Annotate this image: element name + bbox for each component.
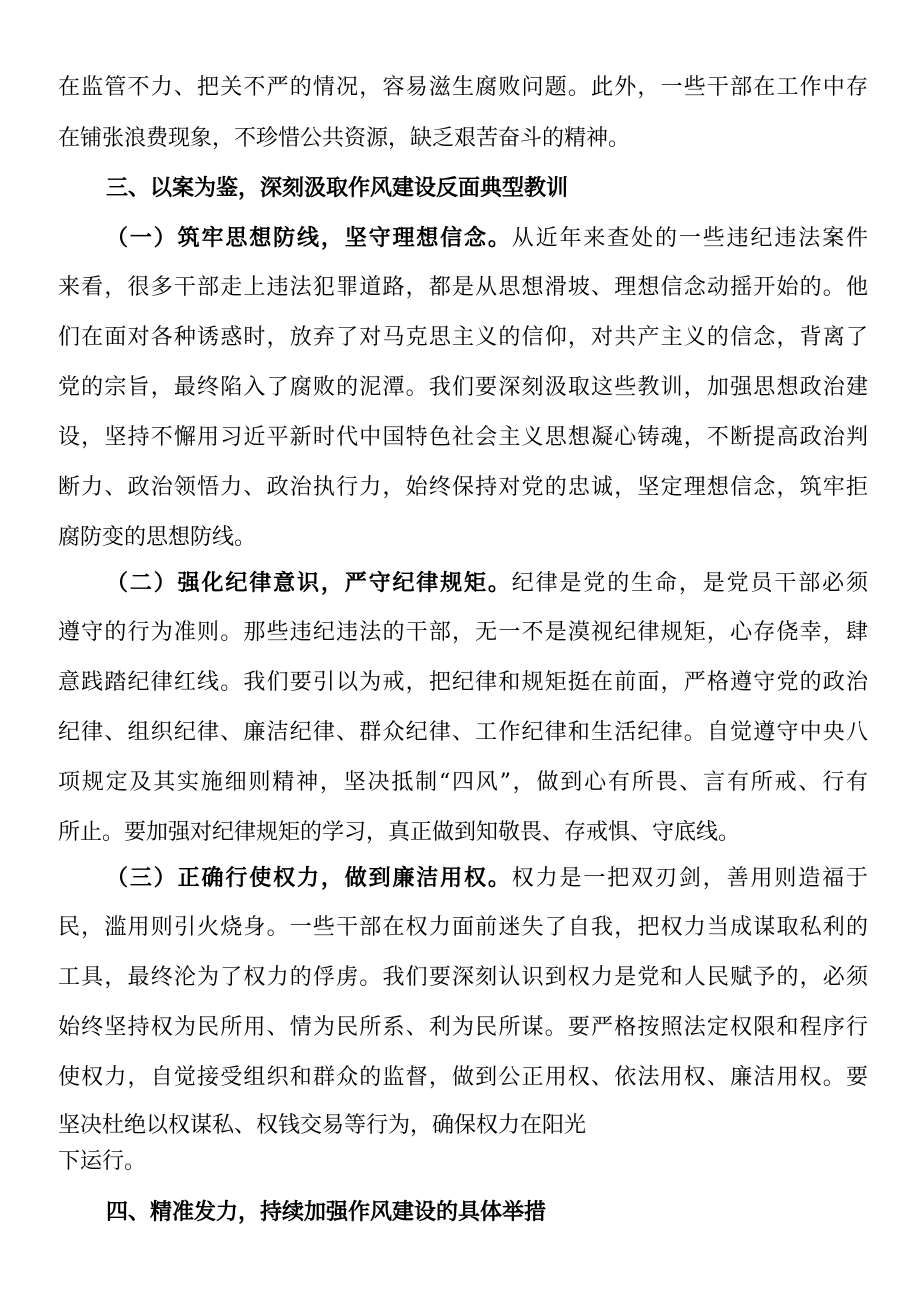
section-heading-3: 三、以案为鉴，深刻汲取作风建设反面典型教训 [106,175,569,201]
paragraph-line: 意践踏纪律红线。我们要引以为戒，把纪律和规矩挺在前面，严格遵守党的政治 [58,670,868,695]
section-heading-4: 四、精准发力，持续加强作风建设的具体举措 [106,1199,547,1225]
item-1-first-line-rest: 从近年来查处的一些违纪违法案件 [511,226,868,251]
paragraph-line: 在监管不力、把关不严的情况，容易滋生腐败问题。此外，一些干部在工作中存 [58,75,868,100]
paragraph-line: 遵守的行为准则。那些违纪违法的干部，无一不是漠视纪律规矩，心存侥幸，肆 [58,620,868,645]
item-2-first-line [106,568,868,598]
paragraph-line: 民，滥用则引火烧身。一些干部在权力面前迷失了自我，把权力当成谋取私利的 [58,915,868,940]
item-2-first-line-rest: 纪律是党的生命，是党员干部必须 [511,571,868,596]
paragraph-line: 设，坚持不懈用习近平新时代中国特色社会主义思想凝心铸魂，不断提高政治判 [58,425,868,450]
paragraph-line: 下运行。 [58,1149,147,1174]
paragraph-line: 使权力，自觉接受组织和群众的监督，做到公正用权、依法用权、廉洁用权。要 [58,1065,868,1090]
item-3-first-line-rest: 权力是一把双刃剑，善用则造福于 [511,866,868,891]
item-3-lead: （三）正确行使权力，做到廉洁用权。 [106,865,512,891]
item-3-first-line [106,863,868,893]
paragraph-line: 们在面对各种诱惑时，放弃了对马克思主义的信仰，对共产主义的信念，背离了 [58,325,868,350]
paragraph-line: 工具，最终沦为了权力的俘虏。我们要深刻认识到权力是党和人民赋予的，必须 [58,965,868,990]
paragraph-line: 断力、政治领悟力、政治执行力，始终保持对党的忠诚，坚定理想信念，筑牢拒 [58,475,868,500]
paragraph-line: 来看，很多干部走上违法犯罪道路，都是从思想滑坡、理想信念动摇开始的。他 [58,275,868,300]
paragraph-line: 在铺张浪费现象，不珍惜公共资源，缺乏艰苦奋斗的精神。 [58,126,631,151]
paragraph-line: 所止。要加强对纪律规矩的学习，真正做到知敬畏、存戒惧、守底线。 [58,820,741,845]
item-1-lead: （一）筑牢思想防线，坚守理想信念。 [106,225,512,251]
item-1-first-line [106,223,868,253]
item-2-lead: （二）强化纪律意识，严守纪律规矩。 [106,570,512,596]
paragraph-line: 坚决杜绝以权谋私、权钱交易等行为，确保权力在阳光 [58,1113,587,1138]
paragraph-line: 腐防变的思想防线。 [58,525,257,550]
paragraph-line: 党的宗旨，最终陷入了腐败的泥潭。我们要深刻汲取这些教训，加强思想政治建 [58,375,868,400]
paragraph-line: 项规定及其实施细则精神，坚决抵制“四风”，做到心有所畏、言有所戒、行有 [58,770,868,795]
paragraph-line: 始终坚持权为民所用、情为民所系、利为民所谋。要严格按照法定权限和程序行 [58,1015,868,1040]
paragraph-line: 纪律、组织纪律、廉洁纪律、群众纪律、工作纪律和生活纪律。自觉遵守中央八 [58,720,868,745]
